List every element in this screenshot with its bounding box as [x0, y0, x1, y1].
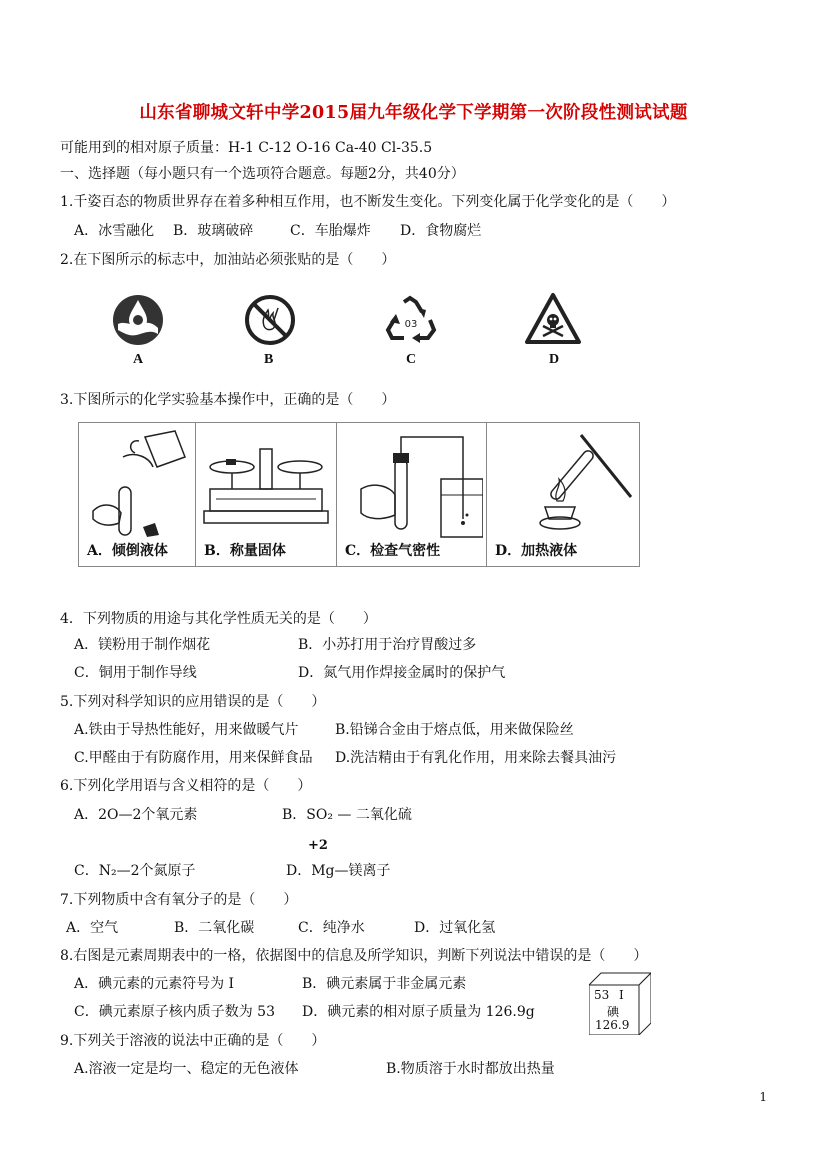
q4-option-d: D．氮气用作焊接金属时的保护气 — [298, 665, 506, 681]
question-9-stem: 9.下列关于溶液的说法中正确的是（ ） — [60, 1033, 326, 1049]
water-drop-hand-icon — [112, 294, 164, 346]
experiment-figure — [78, 422, 640, 567]
element-name: 碘 — [607, 1005, 620, 1019]
page-title: 山东省聊城文轩中学2015届九年级化学下学期第一次阶段性测试试题 — [139, 103, 688, 123]
balance-scale-icon — [200, 429, 332, 539]
q7-option-d: D．过氧化氢 — [414, 920, 496, 936]
q8-option-a: A．碘元素的元素符号为 I — [74, 976, 235, 992]
q6-option-d: D．Mg—镁离子 — [286, 863, 391, 879]
recycle-code: 03 — [404, 319, 418, 330]
question-2-stem: 2.在下图所示的标志中，加油站必须张贴的是（ ） — [60, 252, 396, 268]
question-8-stem: 8.右图是元素周期表中的一格，依据图中的信息及所学知识，判断下列说法中错误的是（ ） — [60, 948, 648, 964]
q5-option-c: C.甲醛由于有防腐作用，用来保鲜食品 — [74, 750, 313, 766]
valence-superscript: +2 — [308, 838, 328, 853]
sign-c-label: C — [406, 352, 417, 367]
panel-d-caption: D．加热液体 — [495, 543, 578, 559]
q4-option-b: B．小苏打用于治疗胃酸过多 — [298, 637, 477, 653]
panel-b-caption: B．称量固体 — [204, 543, 286, 559]
q5-option-a: A.铁由于导热性能好，用来做暖气片 — [74, 722, 299, 738]
q6-option-c: C．N₂—2个氮原子 — [74, 863, 196, 879]
airtightness-check-icon — [341, 429, 483, 539]
q1-option-b: B．玻璃破碎 — [173, 223, 254, 239]
q5-option-d: D.洗洁精由于有乳化作用，用来除去餐具油污 — [335, 750, 617, 766]
element-symbol: I — [619, 988, 624, 1002]
q5-option-b: B.铅锑合金由于熔点低，用来做保险丝 — [335, 722, 574, 738]
sign-d-label: D — [549, 352, 560, 367]
poison-skull-icon — [524, 292, 582, 346]
q8-option-c: C．碘元素原子核内质子数为 53 — [74, 1004, 275, 1020]
pouring-liquid-icon — [83, 427, 191, 539]
q7-option-a: A．空气 — [66, 920, 119, 936]
section-heading: 一、选择题（每小题只有一个选项符合题意。每题2分，共40分） — [60, 166, 465, 182]
panel-a-caption: A．倾倒液体 — [87, 543, 168, 559]
element-number: 53 — [594, 988, 610, 1002]
element-mass: 126.9 — [595, 1018, 630, 1032]
q4-option-a: A．镁粉用于制作烟花 — [74, 637, 211, 653]
q9-option-a: A.溶液一定是均一、稳定的无色液体 — [74, 1061, 299, 1077]
no-fire-icon — [244, 294, 296, 346]
q7-option-c: C．纯净水 — [298, 920, 365, 936]
question-6-stem: 6.下列化学用语与含义相符的是（ ） — [60, 778, 312, 794]
panel-d — [487, 423, 639, 566]
panel-b — [196, 423, 337, 566]
q9-option-b: B.物质溶于水时都放出热量 — [386, 1061, 555, 1077]
q1-option-c: C．车胎爆炸 — [290, 223, 371, 239]
q6-option-b: B．SO₂ — 二氧化硫 — [282, 807, 412, 823]
q4-option-c: C．铜用于制作导线 — [74, 665, 197, 681]
panel-a — [79, 423, 196, 566]
panel-c — [337, 423, 487, 566]
sign-b-label: B — [264, 352, 274, 367]
q8-option-b: B．碘元素属于非金属元素 — [302, 976, 467, 992]
q1-option-d: D．食物腐烂 — [400, 223, 482, 239]
q8-option-d: D．碘元素的相对原子质量为 126.9g — [302, 1004, 535, 1020]
question-4-stem: 4．下列物质的用途与其化学性质无关的是（ ） — [60, 611, 377, 627]
question-1-stem: 1.千姿百态的物质世界存在着多种相互作用，也不断发生变化。下列变化属于化学变化的是（ ） — [60, 194, 676, 210]
q6-option-a: A．2O—2个氧元素 — [74, 807, 198, 823]
panel-c-caption: C．检查气密性 — [345, 543, 441, 559]
question-7-stem: 7.下列物质中含有氧分子的是（ ） — [60, 892, 298, 908]
recycle-icon — [382, 294, 440, 346]
question-5-stem: 5.下列对科学知识的应用错误的是（ ） — [60, 694, 326, 710]
question-3-stem: 3.下图所示的化学实验基本操作中，正确的是（ ） — [60, 392, 396, 408]
periodic-table-cell — [589, 971, 651, 1035]
page-number: 1 — [759, 1090, 767, 1104]
heating-liquid-icon — [491, 427, 635, 539]
q7-option-b: B．二氧化碳 — [174, 920, 255, 936]
q1-option-a: A．冰雪融化 — [74, 223, 155, 239]
atomic-masses: 可能用到的相对原子质量：H-1 C-12 O-16 Ca-40 Cl-35.5 — [60, 140, 433, 156]
sign-a-label: A — [133, 352, 144, 367]
